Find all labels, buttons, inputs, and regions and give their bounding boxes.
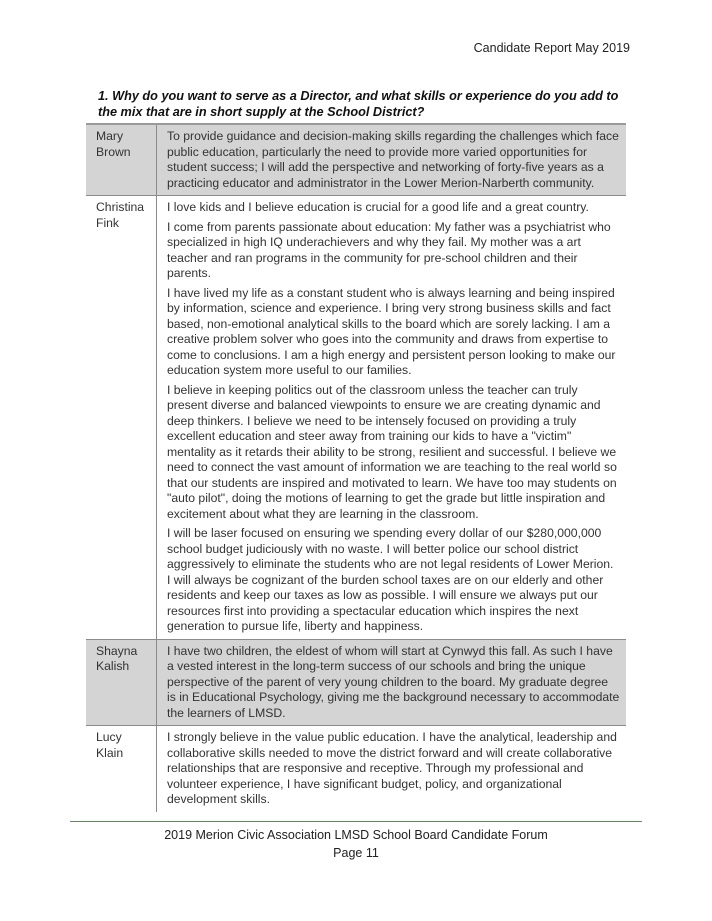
- candidate-last-name: Brown: [96, 144, 131, 159]
- candidate-first-name: Lucy: [96, 730, 122, 744]
- candidate-answer: [157, 196, 627, 640]
- candidate-answer: [157, 124, 627, 196]
- candidate-last-name: Kalish: [96, 659, 130, 673]
- candidate-last-name: Fink: [96, 215, 120, 230]
- answer-paragraph: I strongly believe in the value public education. I have the analytical, leadership and collaborative skills needed to move the district forward and will create collaborative relationships that are responsive and receptive. Through my professional and volunteer experience, I have significant budget, policy, and organizational development skills.: [167, 730, 617, 806]
- candidate-last-name: Klain: [96, 745, 124, 760]
- answer-paragraph: I have two children, the eldest of whom will start at Cynwyd this fall. As such I have a vested interest in the long-term success of our schools and bring the unique perspective of the parent of very young children to the board. My graduate degree is in Educational Psychology, giving me the background necessary to accommodate the learners of LMSD.: [167, 643, 620, 720]
- answer-paragraph: I have lived my life as a constant student who is always learning and being inspired by information, science and experience. I bring very strong business skills and fact based, non-emotional analytical skills to the board which are sorely lacking. I am a creative problem solver who goes into the community and draws from expertise to come to conclusions. I am a high energy and persistent person looking to make our education system more useful to our families.: [167, 285, 616, 377]
- table-row: [86, 639, 626, 726]
- question-heading: 1. Why do you want to serve as a Director, and what skills or experience do you add to the mix that are in short supply at the School District?: [98, 89, 619, 119]
- candidate-name: [86, 124, 157, 196]
- table-row: [86, 726, 626, 812]
- candidate-name: [86, 726, 157, 812]
- answer-paragraph: To provide guidance and decision-making skills regarding the challenges which face public education, particularly the need to provide more varied opportunities for student success; I will add the perspective and networking of forty-five years as a practicing educator and administrator in the Lower Merion-Narberth community.: [167, 129, 619, 190]
- candidate-name: [86, 639, 157, 726]
- answer-paragraph: I believe in keeping politics out of the classroom unless the teacher can truly present diverse and balanced viewpoints to ensure we are creating dynamic and deep thinkers. I believe we need to be intensely focused on providing a truly excellent education and steer away from training our kids to have a "victim" mentality as it retards their ability to be strong, resilient and successful. I believe we need to connect the vast amount of information we are teaching to the real world so that our students are inspired and motivated to learn. We have too may students on "auto pilot", doing the motions of learning to get the grade but little inspiration and excitement about what they are learning in the classroom.: [167, 382, 617, 521]
- answer-paragraph: I will be laser focused on ensuring we spending every dollar of our $280,000,000 school budget judiciously with no waste. I will better police our school district aggressively to eliminate the students who are not legal residents of Lower Merion. I will always be cognizant of the burden school taxes are on our elderly and other residents and keep our taxes as low as possible. I will ensure we always put our resources first into providing a spectacular education which inspires the next generation to pursue life, liberty and happiness.: [167, 526, 614, 633]
- candidate-responses-table: [86, 123, 626, 812]
- candidate-first-name: Christina: [96, 200, 145, 214]
- candidate-answer: [157, 726, 627, 812]
- table-row: [86, 196, 626, 640]
- answer-paragraph: I love kids and I believe education is crucial for a good life and a great country.: [167, 200, 589, 214]
- table-row: [86, 124, 626, 196]
- footer-forum-title: 2019 Merion Civic Association LMSD School Board Candidate Forum: [164, 828, 548, 842]
- candidate-answer: [157, 639, 627, 726]
- page-number: Page 11: [333, 846, 379, 860]
- candidate-first-name: Mary: [96, 129, 124, 143]
- answer-paragraph: I come from parents passionate about education: My father was a psychiatrist who specialized in high IQ underachievers and why they fail. My mother was a art teacher and ran programs in the community for pre-school children and their parents.: [167, 219, 611, 280]
- report-header: Candidate Report May 2019: [473, 41, 630, 55]
- footer-divider: [70, 821, 642, 822]
- candidate-name: [86, 196, 157, 640]
- candidate-first-name: Shayna: [96, 643, 138, 658]
